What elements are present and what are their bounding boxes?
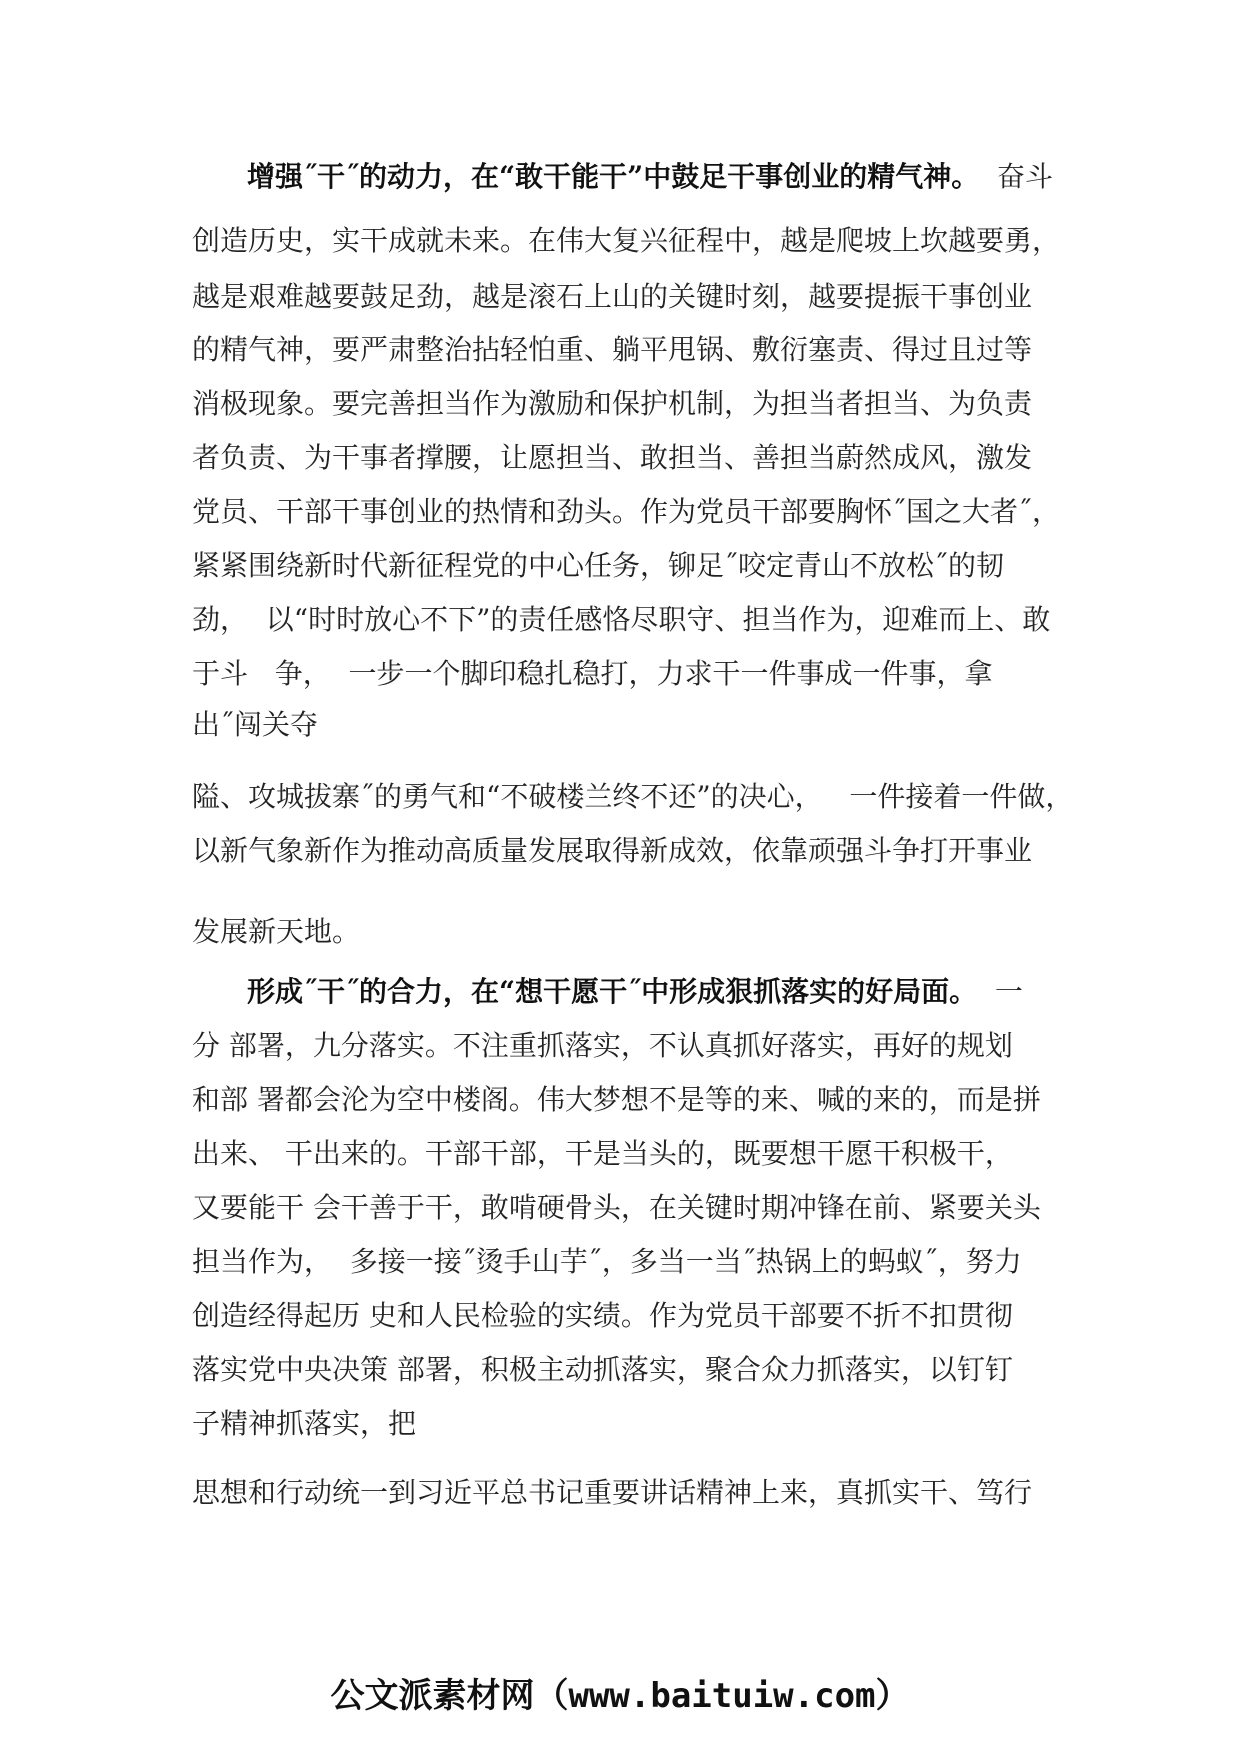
paragraph-line: 隘、攻城拔寨˝的勇气和“不破楼兰终不还”的决心， 一件接着一件做， xyxy=(192,780,1074,813)
paragraph-line: 发展新天地。 xyxy=(192,915,361,948)
paragraph-line: 思想和行动统一到习近平总书记重要讲话精神上来，真抓实干、笃行 xyxy=(192,1476,1033,1509)
paragraph-line: 创造经得起历 史和人民检验的实绩。作为党员干部要不折不扣贯彻 xyxy=(192,1299,1013,1332)
paragraph-line: 越是艰难越要鼓足劲，越是滚石上山的关键时刻，越要提振干事创业 xyxy=(192,280,1033,313)
paragraph-line: 于斗 争， 一步一个脚印稳扎稳打，力求干一件事成一件事，拿 xyxy=(192,657,993,690)
paragraph-line: 又要能干 会干善于干，敢啃硬骨头，在关键时期冲锋在前、紧要关头 xyxy=(192,1191,1041,1224)
paragraph-line: 党员、干部干事创业的热情和劲头。作为党员干部要胸怀˝国之大者˝， xyxy=(192,495,1061,528)
paragraph-line: 落实党中央决策 部署，积极主动抓落实，聚合众力抓落实，以钉钉 xyxy=(192,1353,1013,1386)
paragraph-line: 子精神抓落实，把 xyxy=(192,1407,417,1440)
paragraph-line: 担当作为， 多接一接˝烫手山芋˝，多当一当˝热锅上的蚂蚁˝，努力 xyxy=(192,1245,1022,1278)
paragraph-line: 劲， 以“时时放心不下”的责任感恪尽职守、担当作为，迎难而上、敢 xyxy=(192,603,1051,636)
paragraph-line: 出˝闯关夺 xyxy=(192,708,319,741)
section-2-first-line xyxy=(247,975,1023,1009)
paragraph-line: 消极现象。要完善担当作为激励和保护机制，为担当者担当、为负责 xyxy=(192,387,1033,420)
paragraph-line: 出来、 干出来的。干部干部，干是当头的，既要想干愿干积极干， xyxy=(192,1137,1013,1170)
section-2-heading: 形成˝干˝的合力，在“想干愿干˝中形成狠抓落实的好局面。 xyxy=(247,975,978,1008)
footer-watermark: 公文派素材网（www.baituiw.com） xyxy=(330,1676,910,1716)
paragraph-line: 和部 署都会沦为空中楼阁。伟大梦想不是等的来、喊的来的，而是拼 xyxy=(192,1083,1041,1116)
section-2-lead-text: 一 xyxy=(977,975,1023,1008)
paragraph-line: 创造历史，实干成就未来。在伟大复兴征程中，越是爬坡上坎越要勇， xyxy=(192,224,1061,257)
paragraph-line: 分 部署，九分落实。不注重抓落实，不认真抓好落实，再好的规划 xyxy=(192,1029,1013,1062)
paragraph-line: 者负责、为干事者撑腰，让愿担当、敢担当、善担当蔚然成风，激发 xyxy=(192,441,1033,474)
paragraph-line: 紧紧围绕新时代新征程党的中心任务，铆足˝咬定青山不放松˝的韧 xyxy=(192,549,1005,582)
section-1-heading: 增强˝干˝的动力，在“敢干能干”中鼓足干事创业的精气神。 xyxy=(247,160,980,193)
paragraph-line: 以新气象新作为推动高质量发展取得新成效，依靠顽强斗争打开事业 xyxy=(192,834,1033,867)
paragraph-line: 的精气神，要严肃整治拈轻怕重、躺平甩锅、敷衍塞责、得过且过等 xyxy=(192,333,1033,366)
section-1-first-line xyxy=(247,160,1053,194)
section-1-lead-text: 奋斗 xyxy=(979,160,1054,193)
